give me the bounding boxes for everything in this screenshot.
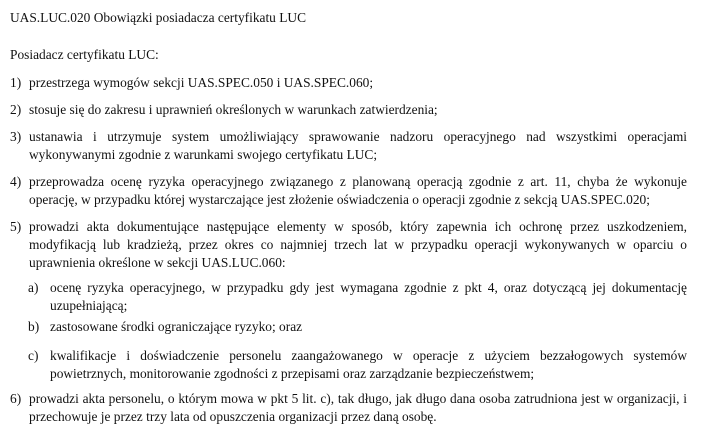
- item-text: przeprowadza ocenę ryzyka operacyjnego związanego z planowaną operacją zgodnie z art. 11, chyba że wykonuje operację, w przypadku której wystarczające jest złożenie oświadczenia o operacji zgodnie z sekcją UAS.SPEC.020;: [29, 174, 687, 207]
- sub-item-a: [28, 279, 687, 315]
- section-heading: UAS.LUC.020 Obowiązki posiadacza certyfikatu LUC: [10, 10, 307, 25]
- sub-item-c: [28, 347, 687, 383]
- item-text: prowadzi akta personelu, o którym mowa w pkt 5 lit. c), tak długo, jak długo dana osoba zatrudniona jest w organizacji, i przechowuje je przez trzy lata od opuszczenia organizacji przez daną osobę.: [29, 391, 687, 424]
- item-number: 3): [10, 129, 22, 144]
- list-item-1: [10, 74, 687, 92]
- item-number: 6): [10, 391, 22, 406]
- list-item-5: [10, 218, 687, 272]
- list-item-2: [10, 101, 687, 119]
- item-text: przestrzega wymogów sekcji UAS.SPEC.050 i UAS.SPEC.060;: [29, 75, 374, 90]
- item-text: prowadzi akta dokumentujące następujące elementy w sposób, który zapewnia ich ochronę przez uszkodzeniem, modyfikacją lub kradzieżą, przez okres co najmniej trzech lat w przypadku operacji wykonywanych w oparciu o uprawnienia określone w sekcji UAS.LUC.060:: [29, 219, 687, 270]
- item-text: ustanawia i utrzymuje system umożliwiający sprawowanie nadzoru operacyjnego nad wszystkimi operacjami wykonywanymi zgodnie z warunkami swojego certyfikatu LUC;: [29, 129, 687, 162]
- item-number: 1): [10, 75, 22, 90]
- item-number: 5): [10, 219, 22, 234]
- sub-item-text: kwalifikacje i doświadczenie personelu zaangażowanego w operacje z użyciem bezzałogowych systemów powietrznych, monitorowanie zgodności z przepisami oraz zarządzanie bezpieczeństwem;: [50, 348, 687, 381]
- item-number: 2): [10, 102, 22, 117]
- list-item-6: [10, 390, 687, 426]
- item-text: stosuje się do zakresu i uprawnień określonych w warunkach zatwierdzenia;: [29, 102, 438, 117]
- sub-item-text: ocenę ryzyka operacyjnego, w przypadku gdy jest wymagana zgodnie z pkt 4, oraz dotyczącą jej dokumentację uzupełniającą;: [50, 280, 687, 313]
- sub-item-letter: a): [28, 280, 39, 295]
- sub-item-letter: b): [28, 319, 40, 334]
- list-item-3: [10, 128, 687, 164]
- sub-item-letter: c): [28, 348, 39, 363]
- item-number: 4): [10, 174, 22, 189]
- sub-item-text: zastosowane środki ograniczające ryzyko; oraz: [50, 319, 303, 334]
- sub-item-b: [28, 318, 687, 336]
- list-item-4: [10, 173, 687, 209]
- intro-text: Posiadacz certyfikatu LUC:: [10, 47, 159, 62]
